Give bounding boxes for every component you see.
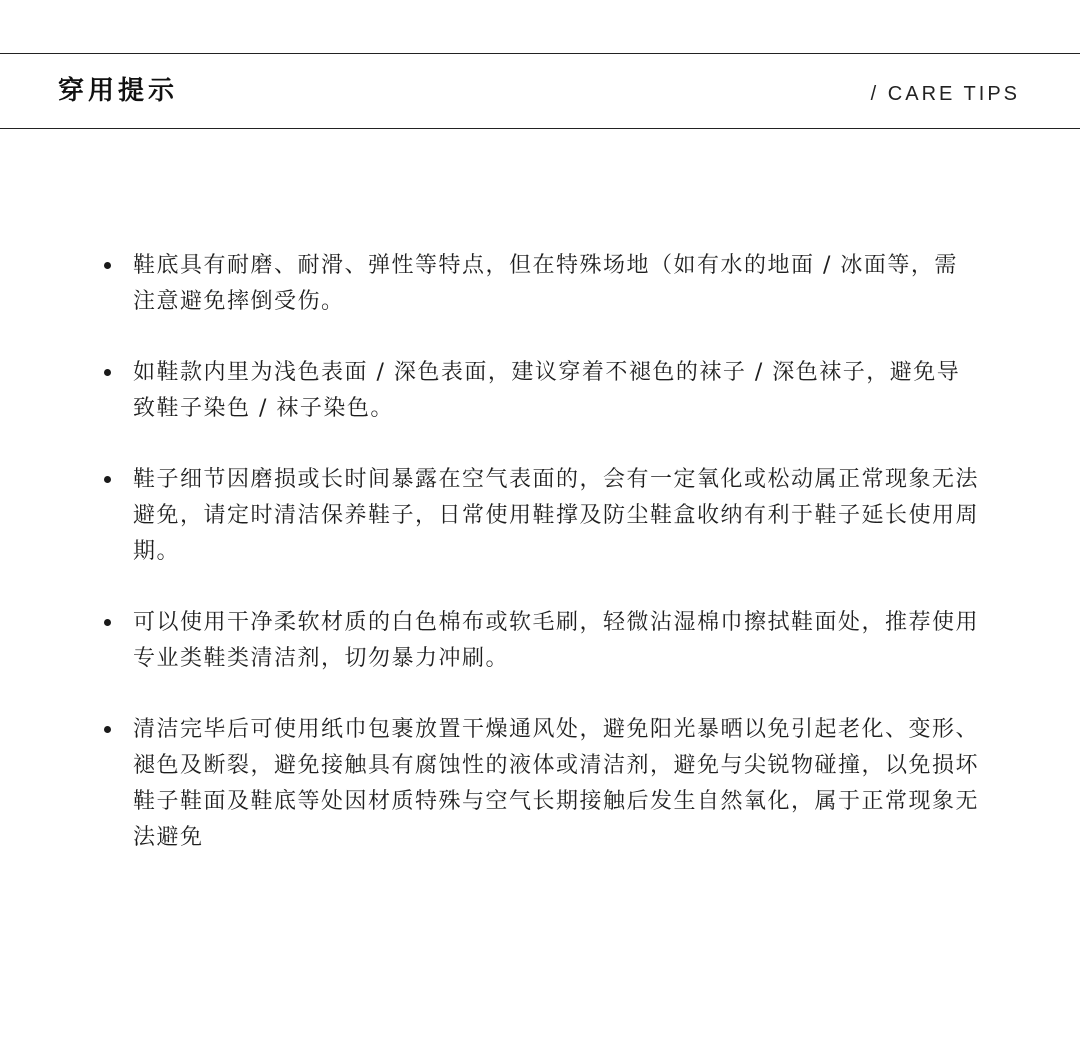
care-tips-list <box>0 248 1080 891</box>
care-tip-text: 可以使用干净柔软材质的白色棉布或软毛刷，轻微沾湿棉巾擦拭鞋面处，推荐使用专业类鞋类清洁剂，切勿暴力冲刷。 <box>133 610 980 671</box>
section-title: 穿用提示 <box>58 76 179 106</box>
care-tip-item <box>0 605 1080 677</box>
care-tip-text: 清洁完毕后可使用纸巾包裹放置干燥通风处，避免阳光暴晒以免引起老化、变形、褪色及断裂，避免接触具有腐蚀性的液体或清洁剂，避免与尖锐物碰撞，以免损坏鞋子鞋面及鞋底等处因材质特殊与空气长期接触后发生自然氧化，属于正常现象无法避免 <box>133 717 980 850</box>
care-tip-item <box>0 712 1080 856</box>
care-tip-item <box>0 248 1080 320</box>
bullet-icon <box>104 369 111 376</box>
care-tip-item <box>0 355 1080 427</box>
care-tip-text: 鞋子细节因磨损或长时间暴露在空气表面的，会有一定氧化或松动属正常现象无法避免，请定时清洁保养鞋子，日常使用鞋撑及防尘鞋盒收纳有利于鞋子延长使用周期。 <box>133 467 980 564</box>
bullet-icon <box>104 619 111 626</box>
bullet-icon <box>104 476 111 483</box>
care-tip-text: 如鞋款内里为浅色表面 / 深色表面，建议穿着不褪色的袜子 / 深色袜子，避免导致鞋子染色 / 袜子染色。 <box>133 360 961 421</box>
section-subtitle: / CARE TIPS <box>870 83 1020 105</box>
section-header <box>0 53 1080 129</box>
care-tip-text: 鞋底具有耐磨、耐滑、弹性等特点，但在特殊场地（如有水的地面 / 冰面等，需注意避免摔倒受伤。 <box>133 253 958 314</box>
bullet-icon <box>104 726 111 733</box>
bullet-icon <box>104 262 111 269</box>
care-tip-item <box>0 462 1080 570</box>
